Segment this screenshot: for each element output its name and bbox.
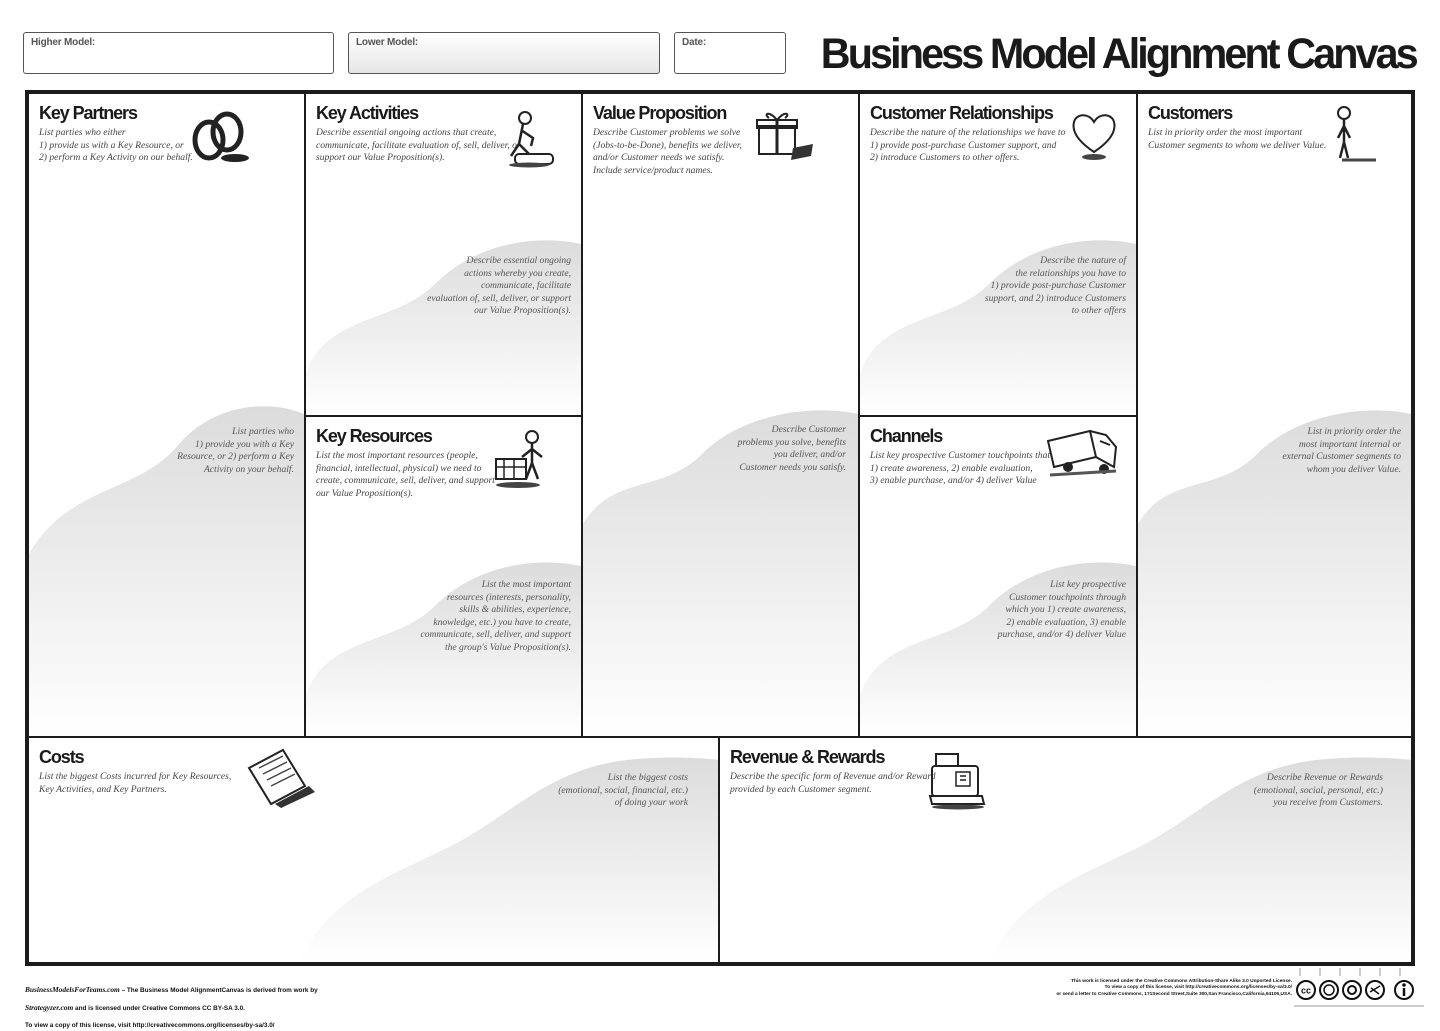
channels-hint: List key prospective Customer touchpoints through which you 1) create awareness, 2) enable evaluation, 3) enable purchase, and/or 4) deliver Value bbox=[997, 579, 1126, 641]
key-resources-description: List the most important resources (people, financial, intellectual, physical) we need to create, communicate, sell, deliver, and support our Value Proposition(s). bbox=[316, 450, 495, 499]
customer-relationships-block[interactable] bbox=[858, 94, 1136, 415]
costs-title: Costs bbox=[39, 747, 84, 767]
cc-icon bbox=[1297, 981, 1315, 999]
value-proposition-description: Describe Customer problems we solve (Jobs-to-be-Done), benefits we deliver, and/or Customer needs we satisfy. Include service/product names. bbox=[593, 127, 742, 176]
costs-description: List the biggest Costs incurred for Key Resources, Key Activities, and Key Partners. bbox=[39, 771, 232, 795]
key-resources-title: Key Resources bbox=[316, 426, 432, 446]
heart-icon bbox=[1070, 110, 1118, 162]
wave-shape bbox=[29, 94, 304, 736]
customers-hint: List in priority order the most important internal or external Customer segments to whom you deliver Value. bbox=[1282, 426, 1401, 475]
key-partners-hint: List parties who 1) provide you with a Key Resource, or 2) perform a Key Activity on your behalf. bbox=[177, 426, 294, 475]
factory-worker-icon bbox=[492, 429, 554, 491]
key-resources-block[interactable] bbox=[304, 415, 581, 736]
revenue-rewards-block[interactable] bbox=[718, 736, 1411, 962]
svg-text:cc: cc bbox=[1300, 985, 1312, 996]
revenue-rewards-description: Describe the specific form of Revenue and/or Reward provided by each Customer segment. bbox=[730, 771, 936, 795]
cash-register-icon bbox=[926, 746, 990, 810]
nc-icon bbox=[1366, 981, 1384, 999]
attribution-icon bbox=[1395, 981, 1413, 999]
customers-description: List in priority order the most important Customer segments to whom we deliver Value. bbox=[1148, 127, 1327, 151]
key-partners-description: List parties who either 1) provide us with a Key Resource, or 2) perform a Key Activity on our behalf. bbox=[39, 127, 193, 164]
customer-relationships-title: Customer Relationships bbox=[870, 103, 1053, 123]
page-title: Business Model Alignment Canvas bbox=[820, 30, 1416, 78]
person-icon bbox=[1324, 104, 1380, 166]
lower-model-label: Lower Model: bbox=[356, 37, 419, 48]
channels-block[interactable] bbox=[858, 415, 1136, 736]
key-resources-hint: List the most important resources (interests, personality, skills & abilities, experience, knowledge, etc.) you have to create, communicate, sell, deliver, and support the group's Value Proposition(s). bbox=[420, 579, 571, 653]
footer-attribution bbox=[25, 977, 318, 1031]
key-partners-title: Key Partners bbox=[39, 103, 137, 123]
cc-license-badges[interactable] bbox=[1294, 966, 1424, 1010]
footer-line3: To view a copy of this license, visit http://creativecommons.org/licenses/by-sa/3.0/ bbox=[25, 1021, 275, 1029]
key-activities-title: Key Activities bbox=[316, 103, 418, 123]
gift-icon bbox=[753, 108, 817, 166]
sa-icon bbox=[1343, 981, 1361, 999]
footer-line2: and is licensed under Creative Commons CC BY-SA 3.0. bbox=[73, 1004, 245, 1012]
lower-model-field[interactable] bbox=[348, 32, 660, 74]
date-field[interactable] bbox=[674, 32, 786, 74]
channels-title: Channels bbox=[870, 426, 943, 446]
worker-icon bbox=[501, 110, 557, 168]
footer-license-text: This work is licensed under the Creative Commons Attribution-Share Alike 3.0 Unported License. To view a copy of this license, visit http://creativecommons.org/licenses/by-sa/3.0/ or send a letter to Creative Commons, 171Second Street,Suite 300,San Francisco,California,94105,USA. bbox=[1056, 979, 1292, 997]
revenue-rewards-title: Revenue & Rewards bbox=[730, 747, 885, 767]
value-proposition-title: Value Proposition bbox=[593, 103, 727, 123]
key-activities-description: Describe essential ongoing actions that create, communicate, facilitate evaluation of, sell, deliver, or support our Value Proposition(s). bbox=[316, 127, 521, 164]
footer-brand[interactable]: BusinessModelsForTeams.com bbox=[25, 984, 120, 994]
footer-brand-strategyzer[interactable]: Strategyzer.com bbox=[25, 1002, 74, 1012]
canvas bbox=[25, 90, 1415, 966]
key-partners-block[interactable] bbox=[29, 94, 304, 736]
wave-shape bbox=[1138, 94, 1411, 736]
by-icon bbox=[1320, 981, 1338, 999]
customer-relationships-hint: Describe the nature of the relationships you have to 1) provide post-purchase Customer support, and 2) introduce Customers to other offers bbox=[984, 255, 1126, 317]
higher-model-label: Higher Model: bbox=[31, 37, 96, 48]
key-activities-block[interactable] bbox=[304, 94, 581, 415]
channels-description: List key prospective Customer touchpoints that 1) create awareness, 2) enable evaluation, 3) enable purchase, and/or 4) deliver Value bbox=[870, 450, 1051, 487]
footer-line1: – The Business Model AlignmentCanvas is derived from work by bbox=[119, 986, 318, 994]
receipt-icon bbox=[243, 746, 319, 808]
linked-rings-icon bbox=[187, 108, 253, 164]
wave-shape bbox=[583, 94, 858, 736]
truck-icon bbox=[1046, 427, 1120, 483]
customers-block[interactable] bbox=[1136, 94, 1411, 736]
customer-relationships-description: Describe the nature of the relationships we have to 1) provide post-purchase Customer support, and 2) introduce Customers to other offers. bbox=[870, 127, 1066, 164]
costs-block[interactable] bbox=[29, 736, 718, 962]
costs-hint: List the biggest costs (emotional, social, financial, etc.) of doing your work bbox=[558, 772, 688, 809]
value-proposition-block[interactable] bbox=[581, 94, 858, 736]
key-activities-hint: Describe essential ongoing actions whereby you create, communicate, facilitate evaluation of, sell, deliver, or support our Value Proposition(s). bbox=[427, 255, 571, 317]
higher-model-field[interactable] bbox=[23, 32, 334, 74]
customers-title: Customers bbox=[1148, 103, 1233, 123]
value-proposition-hint: Describe Customer problems you solve, benefits you deliver, and/or Customer needs you satisfy. bbox=[737, 424, 846, 473]
date-label: Date: bbox=[682, 37, 707, 48]
revenue-rewards-hint: Describe Revenue or Rewards (emotional, social, personal, etc.) you receive from Customers. bbox=[1253, 772, 1383, 809]
